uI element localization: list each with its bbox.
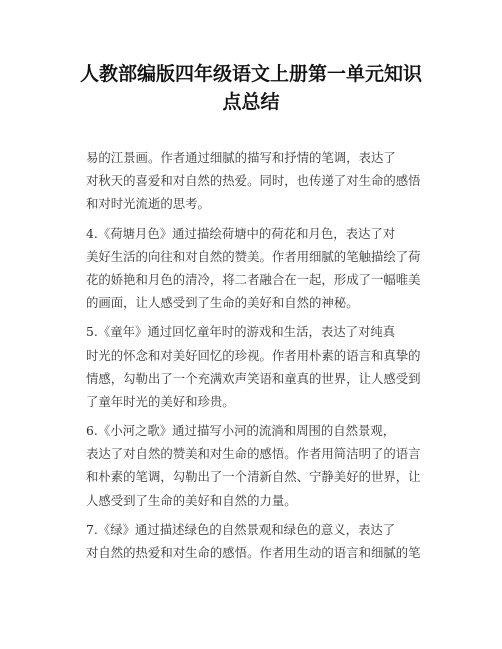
- text-line: 花的娇艳和月色的清冷，将二者融合在一起，形成了一幅唯美: [86, 271, 421, 287]
- paragraph: [86, 518, 430, 564]
- paragraph: [86, 222, 430, 315]
- text-line: 对秋天的喜爱和对自然的热爱。同时，也传递了对生命的感悟: [86, 173, 421, 189]
- text-line: 了童年时光的美好和珍贵。: [86, 393, 235, 409]
- text-line: 美好生活的向往和对自然的赞美。作者用细腻的笔触描绘了荷: [86, 248, 421, 264]
- text-line: 对自然的热爱和对生命的感悟。作者用生动的语言和细腻的笔: [86, 545, 421, 560]
- text-line: 表达了对自然的赞美和对生命的感悟。作者用简洁明了的语言: [86, 446, 421, 462]
- text-line: 5.《童年》通过回忆童年时的游戏和生活，表达了对纯真: [86, 324, 396, 340]
- text-line: 情感，勾勒出了一个充满欢声笑语和童真的世界，让人感受到: [86, 370, 421, 386]
- text-line: 人感受到了生命的美好和自然的力量。: [86, 492, 297, 508]
- paragraph: [86, 419, 430, 512]
- title-line: 点总结: [222, 91, 280, 113]
- text-line: 和对时光流逝的思考。: [86, 196, 210, 212]
- text-line: 和朴素的笔调，勾勒出了一个清新自然、宁静美好的世界，让: [86, 469, 421, 485]
- title-line: 人教部编版四年级语文上册第一单元知识: [79, 63, 422, 85]
- text-line: 7.《绿》通过描述绿色的自然景观和绿色的意义，表达了: [86, 521, 396, 537]
- text-line: 6.《小河之歌》通过描写小河的流淌和周围的自然景观，: [86, 423, 396, 439]
- text-line: 的画面，让人感受到了生命的美好和自然的神秘。: [86, 295, 359, 311]
- text-line: 4.《荷塘月色》通过描绘荷塘中的荷花和月色，表达了对: [86, 225, 396, 241]
- paragraph: [86, 320, 430, 413]
- text-line: 易的江景画。作者通过细腻的描写和抒情的笔调，表达了: [86, 150, 396, 165]
- paragraph: [86, 146, 430, 216]
- text-line: 时光的怀念和对美好回忆的珍视。作者用朴素的语言和真挚的: [86, 347, 421, 363]
- document-title: [0, 60, 502, 116]
- document-body: [86, 146, 430, 564]
